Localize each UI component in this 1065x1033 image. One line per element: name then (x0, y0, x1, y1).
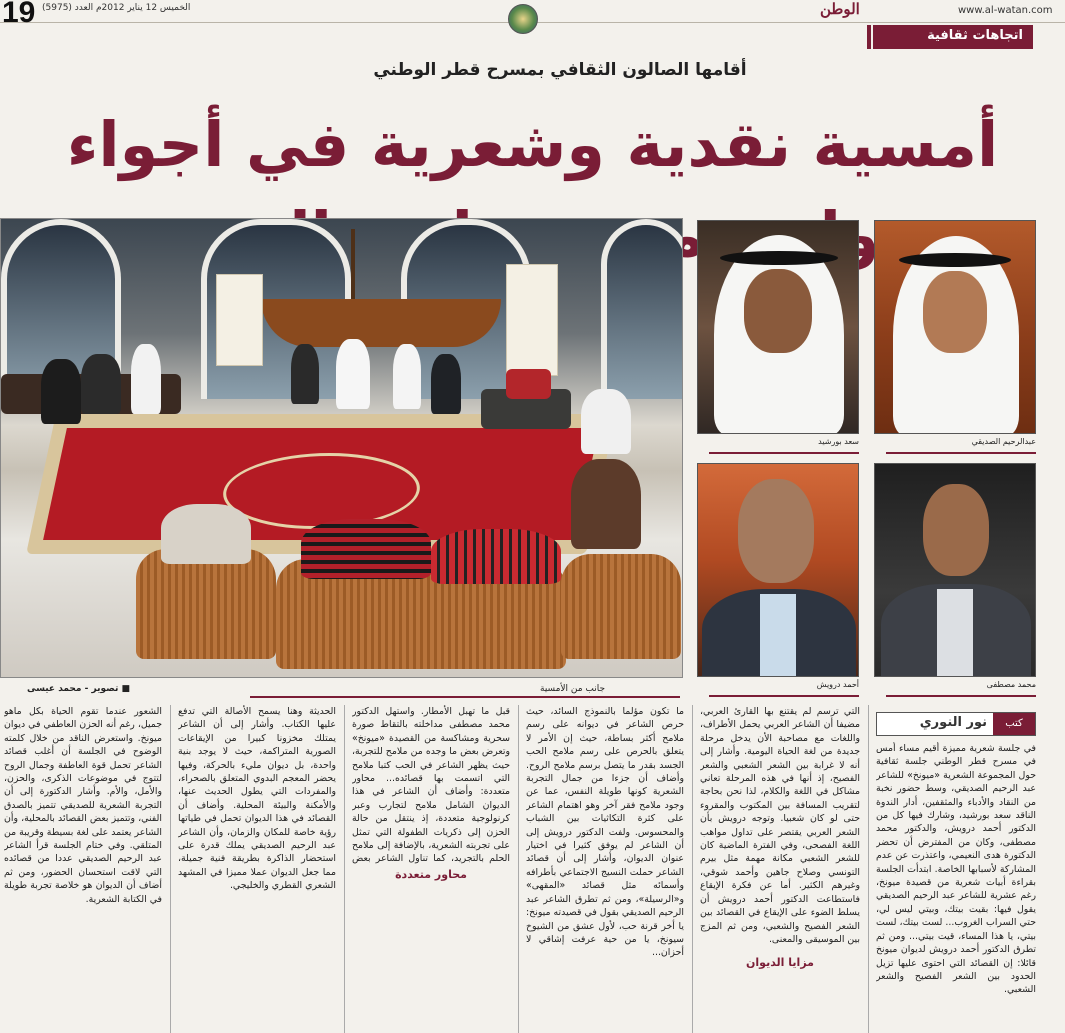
article-kicker: أقامها الصالون الثقافي بمسرح قطر الوطني (373, 60, 747, 80)
portrait-caption: عبدالرحيم الصديقي (971, 437, 1036, 446)
portrait-caption: سعد بورشيد (818, 437, 859, 446)
guest (41, 359, 81, 424)
caption-rule (709, 452, 859, 454)
caption-rule (709, 695, 859, 697)
emblem-icon (508, 4, 538, 34)
face (923, 271, 987, 353)
issue-date: الخميس 12 يناير 2012م العدد (5975) (42, 3, 191, 13)
caption-rule (886, 695, 1036, 697)
newspaper-logo: الوطن (820, 0, 860, 18)
column-divider (692, 705, 693, 1033)
guest (393, 344, 421, 409)
portrait-bourshid (697, 220, 859, 434)
portrait-mustafa (874, 463, 1036, 677)
portrait-darwish (697, 463, 859, 677)
column-divider (170, 705, 171, 1033)
face (738, 479, 814, 583)
article-column-3: ما تكون مؤلما بالنموذج السائد، حيث حرص الشاعر في ديوانه على رسم ملامح أكثر بساطة، حيث إن الأمر لا يتعلق بالحرص على رسم ملامح الحب الجسد بقدر ما يتصل برسم ملامح الروح. وأضاف أن جزءا من جمال التجربة الشعرية كونها طويلة النفس، عما عن وجود ملامح فقر آخر وهو اهتمام الشاعر على كثرة التكاثيات بين الشباب والمحسوس. ولفت الدكتور درويش إلى أن الشاعر لم يوفق كثيرا في اختيار عنوان الديوان، وأشار إلى أن قصائد الشاعر حملت النسيج الاجتماعي بأطرافه وأسمائه مثل قصائد «المقهى» و«الرسيلة»، ومن ثم تطرق الشاعر عبد الرحيم الصديقي بقول في قصيدته ميونخ: يا أخر قرنة حب، لأول عشق من الشيوخ سيونخ، يا من حية عرفت إشاقي لا أحزان... (526, 706, 684, 959)
igal (899, 253, 1011, 267)
boat-mast (351, 229, 355, 309)
column-divider (868, 705, 869, 1033)
guest (161, 504, 251, 564)
guest (571, 459, 641, 549)
window-arch (601, 219, 683, 399)
caption-rule (250, 696, 680, 698)
guest (581, 389, 631, 454)
site-url[interactable]: www.al-watan.com (958, 5, 1053, 16)
event-banner (216, 274, 263, 366)
face (923, 484, 989, 576)
article-headline: أمسية نقدية وشعرية في أجواء (66, 108, 999, 181)
column-divider (518, 705, 519, 1033)
event-banner (506, 264, 558, 376)
dhow-boat (261, 299, 501, 347)
wicker-chair (561, 554, 681, 659)
byline-label: كتب (993, 713, 1035, 735)
photo-caption: جانب من الأمسية (540, 684, 606, 694)
guest (81, 354, 121, 414)
byline-name: نور النوري (919, 715, 987, 730)
shirt (937, 589, 973, 677)
guest (301, 519, 431, 579)
article-column-1: في جلسة شعرية مميزة أقيم مساء أمس في مسرح قطر الوطني جلسة ثقافية حول المجموعة الشعرية «ميونخ» للشاعر عبد الرحيم الصديقي، وسط حضور نخبة من النقاد والأدباء والمثقفين، أدار الندوة الناقد سعد بورشيد، وشارك فيها كل من الدكتور أحمد درويش، والدكتور محمد مصطفى، وكان من المفترض أن تحضر الدكتورة هدى النعيمي، واعتذرت عن عدم المشاركة لأسبابها الخاصة. ابتدأت الجلسة بقراءة أبيات شعرية من قصيدة ميونخ، رغم عشرية للشاعر عبد الرحيم الصديقي يقول فيها: بقيت بيتك، وبيتي ليس لي، حتي السراب الغروب... لست بيتك، لست بيتي، يا هذا المساء، قيت بيتي... ومن ثم تطرق الدكتور أحمد درويش لديوان ميونخ قائلا: إن القصائد التي احتوى عليها تزيل الحدود بين الشعر الفصيح والشعر الشعبي. (876, 743, 1036, 996)
page-number: 19 (2, 0, 36, 29)
main-event-photo (0, 218, 683, 678)
column-divider (344, 705, 345, 1033)
guest (431, 354, 461, 414)
shirt (760, 594, 796, 677)
article-column-5: الحديثة وهنا يسمح الأصالة التي تدفع عليها الكتاب. وأشار إلى أن الشاعر يمتلك مخزونا كبيرا من الإيقاعات الصورية المتراكمة، حيث لا يوجد بنية واحدة، بل ديوان مليء بالحركة، وفيها يحضر المعجم البدوي المتعلق بالصحراء، والمفردات التي يطول الحديث عنها، والأمكنة والبيئة المحلية. وأضاف أن القصائد في هذا الديوان تحمل في طياتها رؤية خاصة للمكان والزمان، وأن الشاعر عبد الرحيم الصديقي يملك قدرة على استحضار الذاكرة بطريقة فنية جميلة، مما جعل الديوان عملا مميزا في المشهد الشعري القطري والخليجي. (178, 706, 336, 892)
igal (720, 251, 838, 265)
guest (131, 344, 161, 414)
wicker-chair (136, 549, 276, 659)
caption-rule (886, 452, 1036, 454)
cushion (506, 369, 551, 399)
article-column-2: التي ترسم لم يقتنع بها القارئ العربي، مضيفا أن الشاعر العربي يحمل الأطراف، واللغات مع مصاحبة الأن يدخل مرحلة جديدة من لغة الحياة اليومية. وأشار إلى أنه لا غرابة بين الشعر الشعبي والشعر الفصيح، إذ أنها في هذه المرحلة تعاني مشاكل في اللغة والكلام، لذا نحن بحاجة لتقريب المسافة بين المكتوب والمقروء حتى لو كان شعبيا. وتوجه درويش بأن الشعر العربي يقتصر على تداول مواهب اللغة الفصحى، وفي الفترة الماضية كان للشعر الشعبي مكانة مهمة مثل بيرم التونسي وصلاح جاهين وأحمد شوقي، وغيرهم الكثير. أما عن فكرة الإيقاع فاستطاعت الدكتور أحمد درويش أن يسلط الضوء على الإيقاع في القصائد بين الشعر الفصيح والشعبي، ومن ثم المزج بين الموسيقى والمعنى. (700, 706, 860, 945)
guest (291, 344, 319, 404)
subhead-themes: محاور متعددة (395, 868, 467, 881)
guest (336, 339, 370, 409)
cushion (431, 529, 561, 584)
portrait-siddiqui (874, 220, 1036, 434)
section-label: اتجاهات ثقافية (873, 25, 1033, 49)
byline-box (876, 712, 1036, 736)
article-column-6: الشعور عندما تقوم الحياة بكل ماهو جميل، رغم أنه الحزن العاطفي في ديوان ميونخ. واستعرض الناقد من خلال كلمته الوضوح في الجلسة أن أغلب قصائد الشاعر تحمل قوة العاطفة وجمال الروح لتتوج في موضوعات الذكرى، والحزن، والأمل، والأم. وأشار الدكتورة إلى أن التجربة الشعرية للصديقي تتميز بالصدق الفني، وتتميز بعض القصائد بالمحلية، وأن الشاعر يعتمد على لغة بسيطة وقريبة من المتلقي. وفي ختام الجلسة قرأ الشاعر عبد الرحيم الصديقي عددا من قصائده التي لاقت استحسان الحضور، ومن ثم أضاف أن الديوان هو خلاصة تجربة طويلة في الكتابة الشعرية. (4, 706, 162, 905)
portrait-caption: محمد مصطفى (986, 680, 1036, 689)
face (744, 269, 812, 353)
photo-credit: ■ تصوير - محمد عيسى (26, 684, 130, 694)
article-column-4: قبل ما تهبل الأمطار. واستهل الدكتور محمد مصطفى مداخلته بالتقاط صورة سحرية ومشاكسة من القصيدة «ميونخ» وتعرض بعض ما وجده من ملامح للتجربة، حيث يظهر الشاعر في الحب كتبا ملامح التي اتسمت بها قصائده... محاور متعددة: وأضاف أن الشاعر في هذا الديوان الشامل ملامح لتجارب وعبر كرنولوجية متعددة، إذ ينتقل من حالة الحزن إلى ذكريات الطفولة التي تمثل على تجربته الشعرية، بالإضافة إلى ملامح الحلم بالتجريد، كما تناول الشاعر بعض (352, 706, 510, 865)
portrait-caption: أحمد درويش (816, 680, 859, 689)
subhead-features: مزايا الديوان (746, 956, 814, 969)
